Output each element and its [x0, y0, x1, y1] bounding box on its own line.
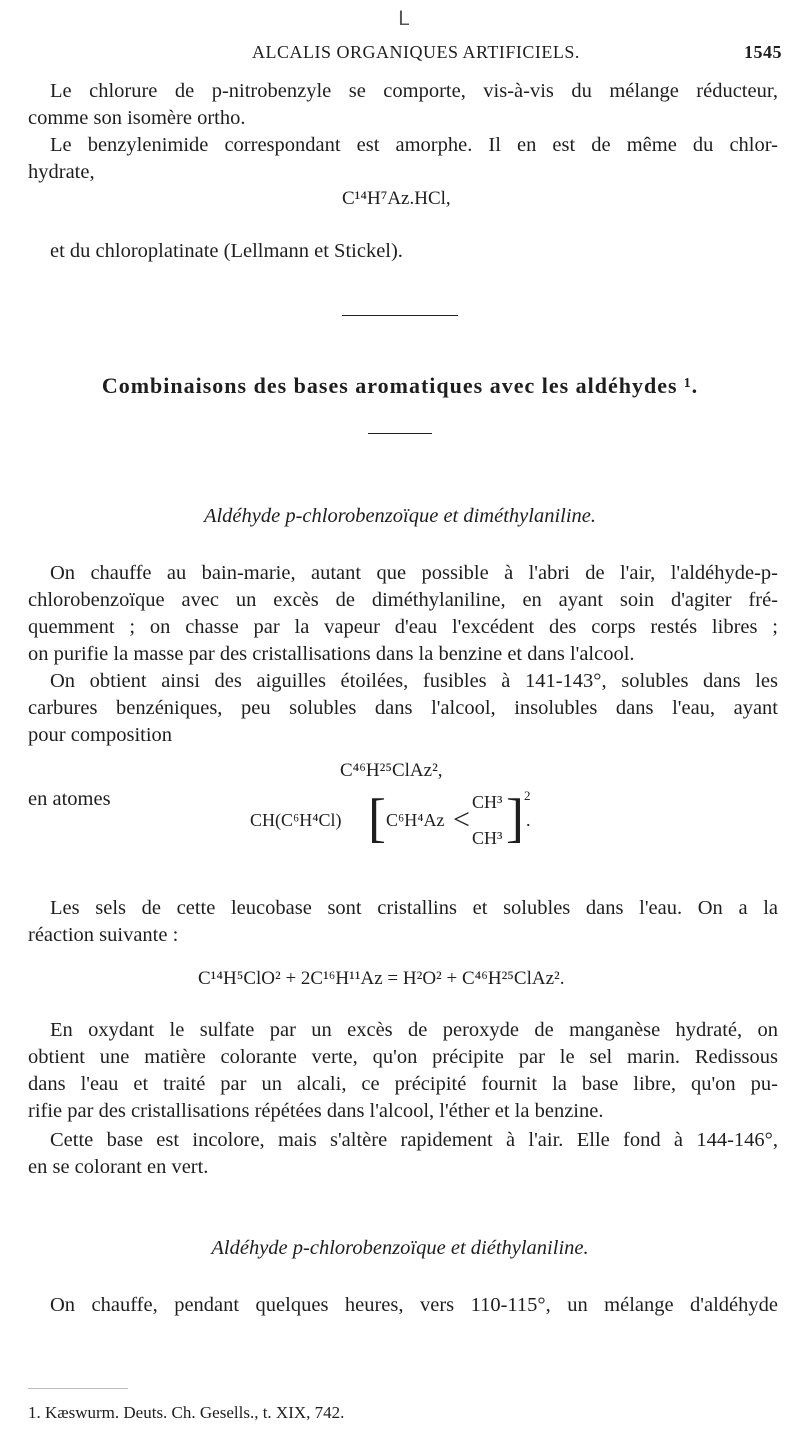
page-number: 1545 [744, 42, 782, 62]
text-line: obtient une matière colorante verte, qu'on précipite par le sel marin. Redissous [28, 1046, 778, 1068]
structure-power: 2 [524, 788, 531, 803]
paragraph-leucobase [28, 895, 778, 949]
structure-end: . [526, 810, 531, 830]
text-line: En oxydant le sulfate par un excès de peroxyde de manganèse hydraté, on [50, 1019, 778, 1041]
text-line: quemment ; on chasse par la vapeur d'eau l'excédent des corps restés libres ; [28, 616, 778, 638]
running-header [0, 42, 800, 64]
paragraph-oxydation [28, 1017, 778, 1125]
structural-formula [250, 784, 610, 860]
paragraph-chloroplatinate [28, 238, 778, 265]
paragraph-base-incolore [28, 1127, 778, 1181]
subtitle-diethylaniline: Aldéhyde p-chlorobenzoïque et diéthylaniline. [211, 1237, 589, 1259]
text-line: on purifie la masse par des cristallisations dans la benzine et dans l'alcool. [28, 643, 635, 665]
text-line: On chauffe au bain-marie, autant que possible à l'abri de l'air, l'aldéhyde-p- [50, 562, 778, 584]
paragraph-preparation [28, 560, 778, 668]
paragraph-benzylenimide [28, 132, 778, 186]
section-heading: Combinaisons des bases aromatiques avec les aldéhydes ¹. [101, 373, 699, 398]
separator-rule-short [368, 433, 432, 434]
structure-inner: C⁶H⁴Az [386, 810, 445, 830]
footnote-rule [28, 1388, 128, 1389]
text-line: chlorobenzoïque avec un excès de diméthylaniline, en ayant soin d'agiter fré- [28, 589, 778, 611]
running-title: ALCALIS ORGANIQUES ARTIFICIELS. [252, 42, 580, 62]
text-line: en se colorant en vert. [28, 1156, 209, 1178]
text-line: comme son isomère ortho. [28, 107, 246, 129]
text-line: Le benzylenimide correspondant est amorphe. Il en est de même du chlor- [50, 134, 778, 156]
subtitle-dimethylaniline: Aldéhyde p-chlorobenzoïque et diméthylaniline. [203, 505, 597, 527]
footnote: 1. Kæswurm. Deuts. Ch. Gesells., t. XIX, 742. [28, 1403, 345, 1422]
bracket-close: ] [506, 788, 524, 848]
text-line: en atomes [28, 788, 111, 810]
paragraph-diethylaniline [28, 1292, 778, 1319]
text-line: On obtient ainsi des aiguilles étoilées, fusibles à 141-143°, solubles dans les [50, 670, 778, 692]
structure-angle: < [453, 803, 470, 836]
paragraph-properties [28, 668, 778, 749]
structure-left: CH(C⁶H⁴Cl) [250, 810, 342, 830]
text-line: Le chlorure de p-nitrobenzyle se comporte, vis-à-vis du mélange réducteur, [50, 80, 778, 102]
text-line: Cette base est incolore, mais s'altère rapidement à l'air. Elle fond à 144-146°, [50, 1129, 778, 1151]
text-line: pour composition [28, 724, 173, 746]
paragraph-p-nitrobenzyle [28, 78, 778, 132]
text-line: réaction suivante : [28, 924, 179, 946]
formula-chlorhydrate: C¹⁴H⁷Az.HCl, [342, 188, 451, 209]
formula-reaction: C¹⁴H⁵ClO² + 2C¹⁶H¹¹Az = H²O² + C⁴⁶H²⁵ClAz². [198, 968, 565, 989]
text-line: Les sels de cette leucobase sont cristallins et solubles dans l'eau. On a la [50, 897, 778, 919]
text-line: dans l'eau et traité par un alcali, ce précipité fournit la base libre, qu'on pu- [28, 1073, 778, 1095]
text-line: rifie par des cristallisations répétées dans l'alcool, l'éther et la benzine. [28, 1100, 604, 1122]
formula-composition: C⁴⁶H²⁵ClAz², [340, 760, 443, 781]
text-line: et du chloroplatinate (Lellmann et Stickel). [50, 240, 403, 262]
text-line: On chauffe, pendant quelques heures, vers 110-115°, un mélange d'aldéhyde [50, 1294, 778, 1316]
structure-methyl-top: CH³ [472, 792, 503, 812]
margin-mark: ᒪ [398, 8, 410, 30]
text-line: carbures benzéniques, peu solubles dans l'alcool, insolubles dans l'eau, ayant [28, 697, 778, 719]
text-line: hydrate, [28, 161, 95, 183]
structure-methyl-bottom: CH³ [472, 828, 503, 848]
bracket-open: [ [368, 788, 386, 848]
separator-rule [342, 315, 458, 316]
